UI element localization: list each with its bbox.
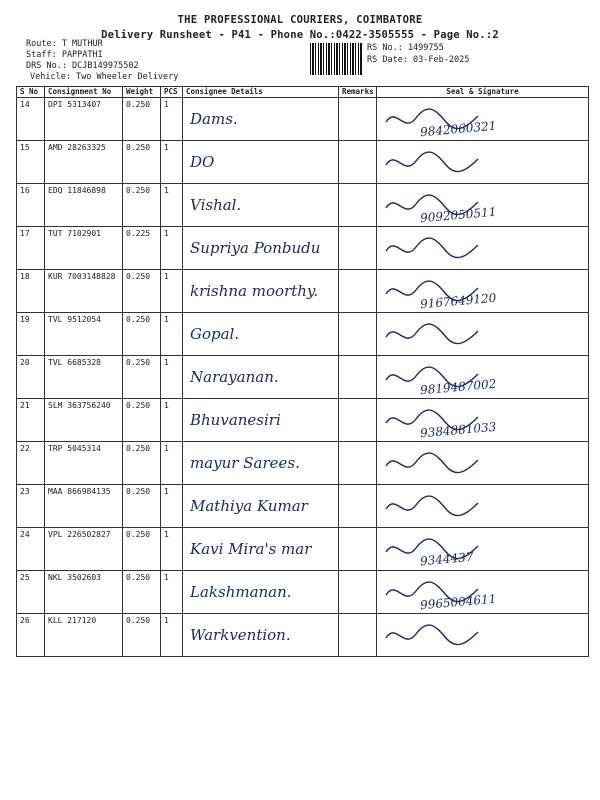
pcs-cell: 1 [161,356,183,399]
weight-cell: 0.250 [123,614,161,657]
signature-phone: 9384881033 [419,419,497,441]
consignee-handwriting: Warkvention. [190,626,291,644]
signature-cell [377,184,589,227]
weight-cell: 0.250 [123,98,161,141]
consignee-cell [183,399,339,442]
remarks-cell [339,528,377,571]
consignee-handwriting: Narayanan. [190,368,279,386]
sno-cell: 22 [17,442,45,485]
signature-cell [377,399,589,442]
consignee-handwriting: krishna moorthy. [190,282,319,300]
table-row [17,485,589,528]
remarks-cell [339,270,377,313]
remarks-cell [339,141,377,184]
route-label: Route: T MUTHUR [26,39,103,49]
signature-scribble [382,620,502,650]
signature-cell [377,485,589,528]
signature-phone: 9167649120 [419,290,497,312]
col-consignment: Consignment No [45,87,123,98]
signature-cell [377,227,589,270]
remarks-cell [339,571,377,614]
barcode-image [310,43,362,75]
weight-cell: 0.250 [123,141,161,184]
pcs-cell: 1 [161,614,183,657]
signature-cell [377,313,589,356]
pcs-cell: 1 [161,485,183,528]
table-row [17,442,589,485]
sno-cell: 17 [17,227,45,270]
weight-cell: 0.250 [123,313,161,356]
consignment-cell: TVL 9512054 [45,313,123,356]
signature-cell [377,270,589,313]
consignee-cell [183,313,339,356]
company-title: THE PROFESSIONAL COURIERS, COIMBATORE [177,14,423,26]
remarks-cell [339,442,377,485]
consignee-handwriting: mayur Sarees. [190,454,300,472]
consignment-cell: VPL 226502827 [45,528,123,571]
consignee-cell [183,270,339,313]
sno-cell: 16 [17,184,45,227]
col-pcs: PCS [161,87,183,98]
sno-cell: 15 [17,141,45,184]
signature-phone: 9819487002 [419,376,497,398]
table-row [17,184,589,227]
consignment-cell: TUT 7102901 [45,227,123,270]
consignee-handwriting: Dams. [190,110,238,128]
pcs-cell: 1 [161,313,183,356]
consignment-cell: KUR 7003148828 [45,270,123,313]
table-row [17,270,589,313]
sno-cell: 14 [17,98,45,141]
weight-cell: 0.250 [123,270,161,313]
pcs-cell: 1 [161,399,183,442]
consignee-cell [183,227,339,270]
consignee-cell [183,442,339,485]
remarks-cell [339,614,377,657]
weight-cell: 0.250 [123,442,161,485]
consignee-cell [183,571,339,614]
consignee-handwriting: Bhuvanesiri [190,411,281,429]
col-consignee: Consignee Details [183,87,339,98]
signature-cell [377,356,589,399]
consignment-cell: AMD 28263325 [45,141,123,184]
signature-cell [377,442,589,485]
remarks-cell [339,356,377,399]
pcs-cell: 1 [161,571,183,614]
weight-cell: 0.225 [123,227,161,270]
col-signature: Seal & Signature [377,87,589,98]
signature-cell [377,98,589,141]
consignment-cell: KLL 217120 [45,614,123,657]
consignee-cell [183,614,339,657]
runsheet-title: Delivery Runsheet - P41 - Phone No.:0422-3505555 - Page No.:2 [101,29,499,41]
signature-cell [377,614,589,657]
remarks-cell [339,227,377,270]
signature-scribble [382,147,502,177]
remarks-cell [339,98,377,141]
signature-cell [377,571,589,614]
pcs-cell: 1 [161,184,183,227]
signature-phone: 9092050511 [419,204,497,226]
signature-phone: 9965004611 [419,591,497,613]
signature-phone: 9344437 [419,549,474,569]
table-row [17,313,589,356]
table-row [17,227,589,270]
weight-cell: 0.250 [123,184,161,227]
sno-cell: 18 [17,270,45,313]
consignee-cell [183,98,339,141]
consignee-cell [183,184,339,227]
pcs-cell: 1 [161,442,183,485]
consignment-cell: SLM 363756240 [45,399,123,442]
sno-cell: 20 [17,356,45,399]
consignee-cell [183,141,339,184]
table-row [17,528,589,571]
pcs-cell: 1 [161,227,183,270]
weight-cell: 0.250 [123,356,161,399]
consignee-handwriting: Kavi Mira's mar [190,540,312,558]
weight-cell: 0.250 [123,528,161,571]
pcs-cell: 1 [161,270,183,313]
rs-number: RS No.: 1499755 [367,43,444,53]
staff-label: Staff: PAPPATHI [26,50,103,60]
vehicle-label: Vehicle: Two Wheeler Delivery [30,72,179,82]
consignee-cell [183,528,339,571]
signature-cell [377,528,589,571]
sno-cell: 25 [17,571,45,614]
table-header-row [17,87,589,98]
consignee-cell [183,356,339,399]
signature-cell [377,141,589,184]
consignment-cell: EDQ 11846898 [45,184,123,227]
consignee-cell [183,485,339,528]
sno-cell: 21 [17,399,45,442]
pcs-cell: 1 [161,98,183,141]
signature-scribble [382,319,502,349]
table-row [17,571,589,614]
rs-date: RS Date: 03-Feb-2025 [367,55,470,65]
pcs-cell: 1 [161,141,183,184]
table-row [17,399,589,442]
col-weight: Weight [123,87,161,98]
consignee-handwriting: Supriya Ponbudu [190,239,321,257]
consignee-handwriting: Gopal. [190,325,240,343]
consignee-handwriting: Vishal. [190,196,242,214]
consignee-handwriting: Lakshmanan. [190,583,292,601]
drs-label: DRS No.: DCJB149975502 [26,61,139,71]
weight-cell: 0.250 [123,571,161,614]
pcs-cell: 1 [161,528,183,571]
runsheet-table [16,86,589,657]
remarks-cell [339,485,377,528]
consignment-cell: TVL 6685328 [45,356,123,399]
table-row [17,614,589,657]
signature-scribble [382,491,502,521]
col-sno: S No [17,87,45,98]
sno-cell: 26 [17,614,45,657]
sno-cell: 19 [17,313,45,356]
consignee-handwriting: DO [190,153,215,171]
signature-phone: 9842060321 [419,118,497,140]
sno-cell: 23 [17,485,45,528]
remarks-cell [339,313,377,356]
weight-cell: 0.250 [123,485,161,528]
sno-cell: 24 [17,528,45,571]
consignment-cell: NKL 3502603 [45,571,123,614]
table-row [17,356,589,399]
table-row [17,141,589,184]
signature-scribble [382,233,502,263]
signature-scribble [382,448,502,478]
table-row [17,98,589,141]
consignment-cell: MAA 866984135 [45,485,123,528]
col-remarks: Remarks [339,87,377,98]
consignment-cell: DPI 5313407 [45,98,123,141]
remarks-cell [339,399,377,442]
consignee-handwriting: Mathiya Kumar [190,497,308,515]
weight-cell: 0.250 [123,399,161,442]
consignment-cell: TRP 5045314 [45,442,123,485]
remarks-cell [339,184,377,227]
